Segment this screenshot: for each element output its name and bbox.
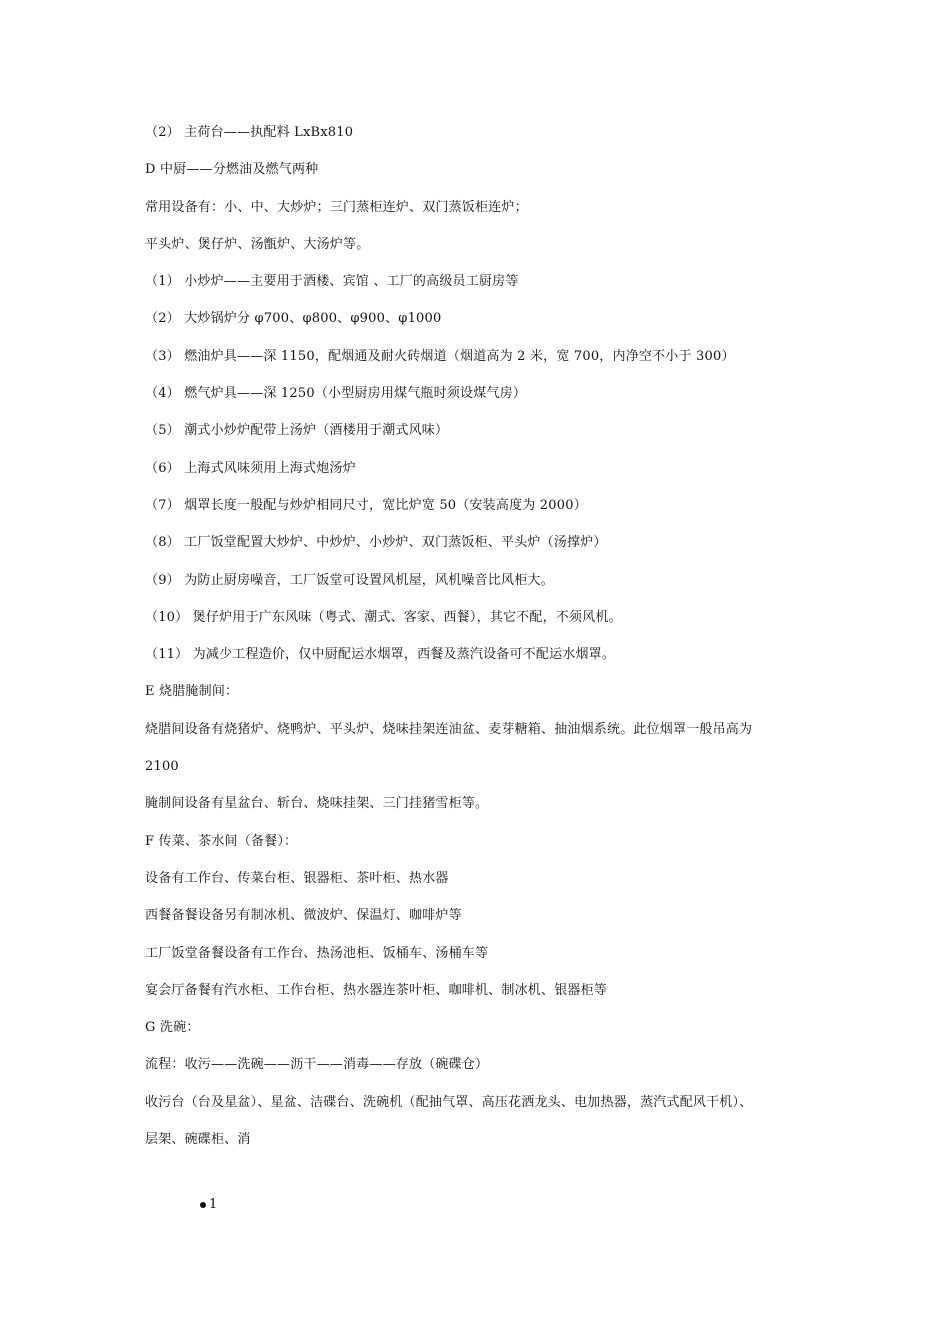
text-line: 烧腊间设备有烧猪炉、烧鸭炉、平头炉、烧味挂架连油盆、麦芽糖箱、抽油烟系统。此位烟罩一般吊高为 bbox=[145, 721, 753, 737]
text-line: 工厂饭堂备餐设备有工作台、热汤池柜、饭桶车、汤桶车等 bbox=[145, 945, 489, 961]
text-line: 平头炉、煲仔炉、汤甑炉、大汤炉等。 bbox=[145, 236, 370, 252]
list-item: （2） 大炒锅炉分 φ700、φ800、φ900、φ1000 bbox=[145, 311, 442, 327]
list-item: （3） 燃油炉具——深 1150，配烟通及耐火砖烟道（烟道高为 2 米，宽 700，内净空不小于 300） bbox=[145, 348, 735, 364]
list-item: （10） 煲仔炉用于广东风味（粤式、潮式、客家、西餐），其它不配，不须风机。 bbox=[145, 609, 622, 625]
list-item: （7） 烟罩长度一般配与炒炉相同尺寸，宽比炉宽 50（安装高度为 2000） bbox=[145, 497, 587, 513]
list-item: （6） 上海式风味须用上海式炮汤炉 bbox=[145, 460, 356, 476]
list-item: （9） 为防止厨房噪音，工厂饭堂可设置风机屋，风机噪音比风柜大。 bbox=[145, 572, 554, 588]
page-footer bbox=[200, 1196, 217, 1214]
text-line: 宴会厅备餐有汽水柜、工作台柜、热水器连茶叶柜、咖啡机、制冰机、银器柜等 bbox=[145, 982, 608, 998]
text-line: 设备有工作台、传菜台柜、银器柜、茶叶柜、热水器 bbox=[145, 870, 449, 886]
list-item: （11） 为减少工程造价，仅中厨配运水烟罩，西餐及蒸汽设备可不配运水烟罩。 bbox=[145, 647, 616, 663]
text-line: 常用设备有：小、中、大炒炉；三门蒸柜连炉、双门蒸饭柜连炉； bbox=[145, 199, 528, 215]
list-item: （1） 小炒炉——主要用于酒楼、宾馆 、工厂的高级员工厨房等 bbox=[145, 274, 519, 290]
section-heading-g: G 洗碗： bbox=[145, 1020, 200, 1036]
text-line: 层架、碗碟柜、消 bbox=[145, 1132, 251, 1148]
text-line: （2） 主荷台——执配料 LxBx810 bbox=[145, 125, 354, 140]
section-heading-d: D 中厨——分燃油及燃气两种 bbox=[145, 162, 319, 178]
text-line: 流程：收污——洗碗——沥干——消毒——存放（碗碟仓） bbox=[145, 1057, 489, 1073]
page-number: 1 bbox=[209, 1197, 218, 1212]
document-body bbox=[145, 124, 825, 1168]
list-item: （4） 燃气炉具——深 1250（小型厨房用煤气瓶时须设煤气房） bbox=[145, 386, 527, 402]
text-line: 腌制间设备有星盆台、斩台、烧味挂架、三门挂猪雪柜等。 bbox=[145, 796, 489, 812]
section-heading-f: F 传菜、茶水间（备餐）： bbox=[145, 833, 298, 849]
list-item: （8） 工厂饭堂配置大炒炉、中炒炉、小炒炉、双门蒸饭柜、平头炉（汤撑炉） bbox=[145, 535, 607, 551]
text-line: 西餐备餐设备另有制冰机、微波炉、保温灯、咖啡炉等 bbox=[145, 908, 462, 924]
section-heading-e: E 烧腊腌制间： bbox=[145, 684, 239, 700]
list-item: （5） 潮式小炒炉配带上汤炉（酒楼用于潮式风味） bbox=[145, 423, 449, 439]
text-line: 收污台（台及星盆）、星盆、洁碟台、洗碗机（配抽气罩、高压花洒龙头、电加热器，蒸汽式配风干机）、 bbox=[145, 1094, 753, 1110]
bullet-icon bbox=[200, 1202, 206, 1208]
text-line: 2100 bbox=[145, 759, 179, 775]
